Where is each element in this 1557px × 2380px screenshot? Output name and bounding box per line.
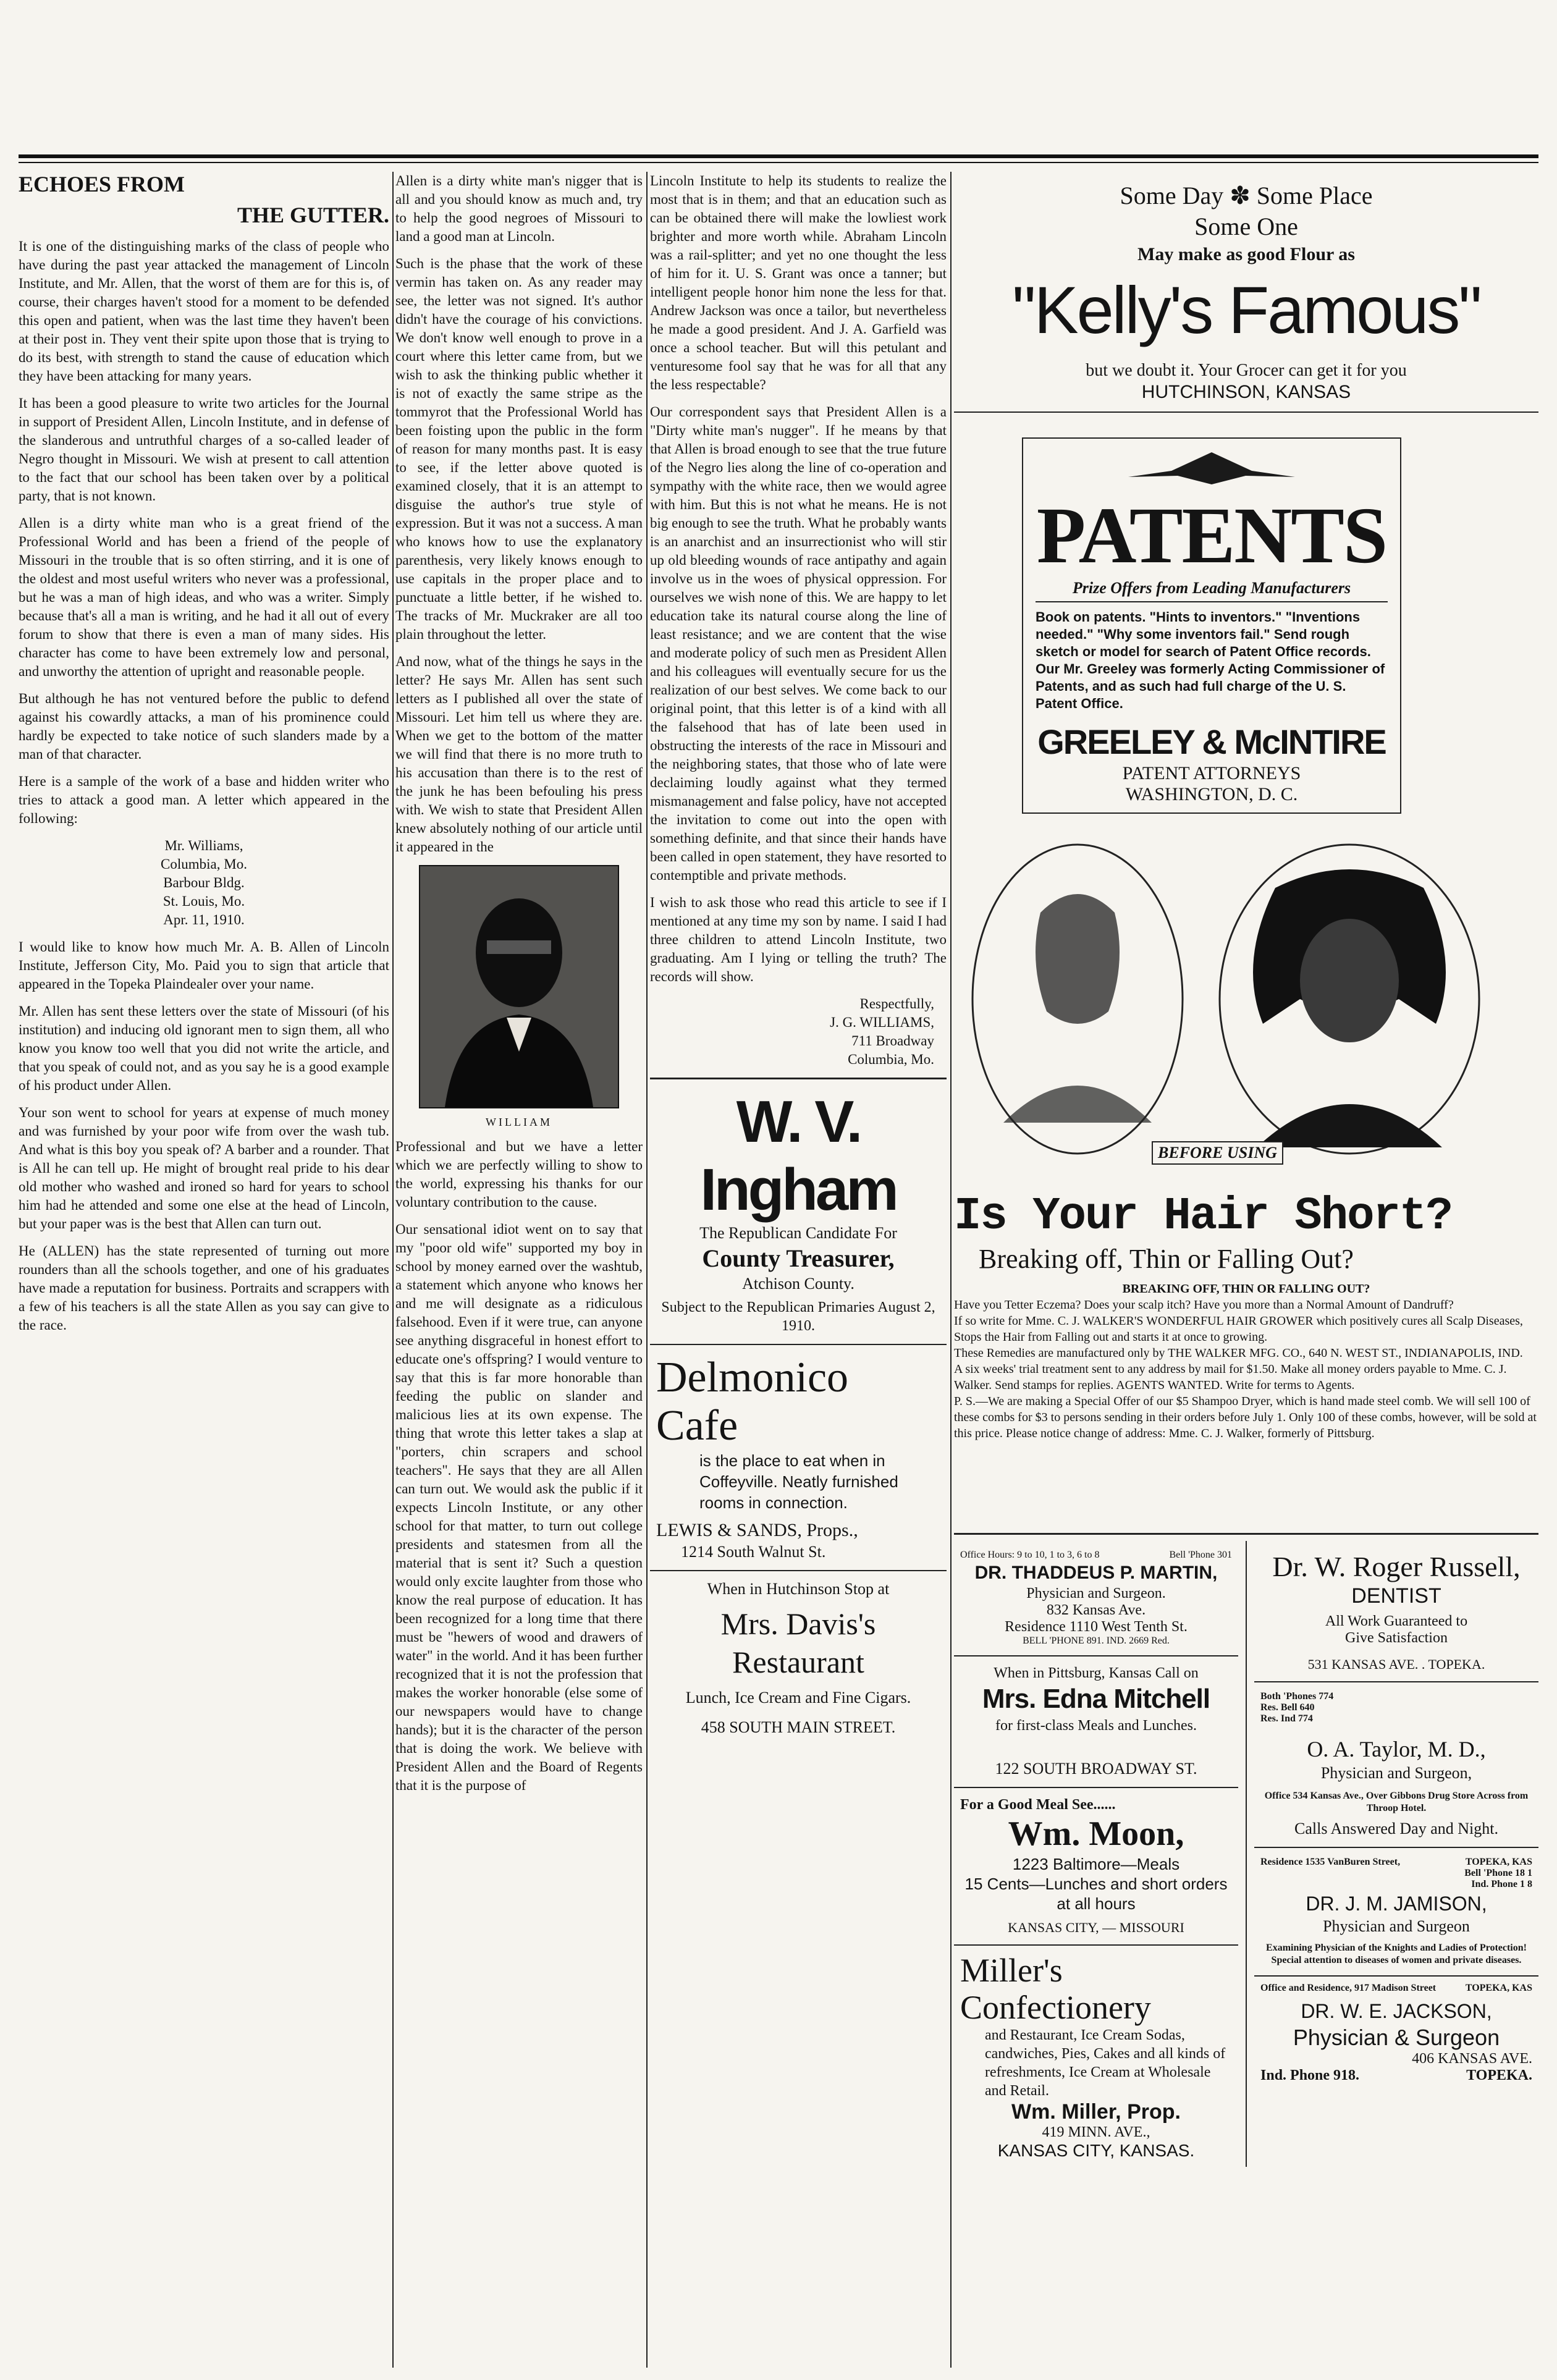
ad-line: Office and Residence, 917 Madison Street <box>1260 1983 1437 1993</box>
ad-headline: Is Your Hair Short? <box>954 1191 1452 1243</box>
ad-text: These Remedies are manufactured only by THE WALKER MFG. CO., 640 N. WEST ST., INDIANAPOLIS, IND. <box>954 1346 1523 1360</box>
masthead-rule <box>19 154 1538 158</box>
article-paragraph: Lincoln Institute to help its students to realize the most that is in them; and that an education such as can be obtained there will make the lowliest work brighter and more worth while. Abraham Lincoln was a rail-splitter; and yet no one thought the less of him for it. U. S. Grant was once a tanner; but intelligent people honor him none the less for that. Andrew Jackson was once a tailor, but nevertheless he made a good president. And J. A. Garfield was once a school teacher. But will this petulant and venturesome fool say that he was for all that any the less respectable? <box>650 173 947 392</box>
before-using-label: BEFORE USING <box>1152 1141 1283 1165</box>
ad-name: Wm. Moon, <box>1008 1815 1184 1853</box>
article-paragraph: Such is the phase that the work of these vermin has taken on. As any reader may see, the letter was not signed. It's author didn't have the courage of his convictions. We don't know well enough to prove in a court where this letter came from, but we wish to ask the thinking public whether it is not of exactly the same stripe as the tommyrot that the Professional World has been foisting upon the public in the form of reason for many months past. It is easy to see, if the letter above quoted is examined closely, that it is an attempt to disguise the author's true style of expression. But it was not a success. A man who knows how to use the explanatory parenthesis, very likely knows enough to use capitals in the proper place and to punctuate a little better, if he wished to. The tracks of Mr. Muckraker are all too plain throughout the letter. <box>395 256 643 642</box>
ad-name: Delmonico <box>656 1354 849 1401</box>
ad-line: Ind. Phone 918. <box>1260 2067 1360 2083</box>
ad-text: A six weeks' trial treatment sent to any address by mail for $1.50. Make all money orders payable to Mme. C. J. Walker. Send stamps for replies. AGENTS WANTED. Write for terms to Agents. <box>954 1362 1507 1392</box>
letter-signoff <box>650 995 947 1069</box>
signature: J. G. WILLIAMS, <box>830 1015 934 1030</box>
ad-name: DR. THADDEUS P. MARTIN, <box>974 1563 1218 1583</box>
ad-line: PATENT ATTORNEYS <box>1122 763 1301 783</box>
ad-text: BREAKING OFF, THIN OR FALLING OUT? <box>1122 1282 1370 1296</box>
ad-line: KANSAS CITY, KANSAS. <box>997 2141 1195 2160</box>
ad-line: LEWIS & SANDS, Props., <box>656 1520 858 1540</box>
column-3 <box>650 172 947 2365</box>
ad-text: 15 Cents—Lunches and short orders at all hours <box>964 1875 1228 1913</box>
ad-martin <box>954 1541 1238 1656</box>
article-paragraph: It is one of the distinguishing marks of the class of people who have during the past year attacked the management of Lincoln Institute, and Mr. Allen, that the worst of them are for this is, of course, their charges haven't stood for a moment to be defended this open and patient, when was the last time they haven't been at their post in. They vent their spite upon those that is trying to do its best, with strength to stand the cause of education which they have been attacking for many years. <box>19 238 389 384</box>
ad-line: Subject to the Republican Primaries August 2, 1910. <box>661 1299 935 1334</box>
article-headline-2: THE GUTTER. <box>237 203 389 227</box>
ad-ingham <box>650 1079 947 1345</box>
address-line: 711 Broadway <box>851 1033 934 1049</box>
ad-line: Examining Physician of the Knights and Ladies of Protection! <box>1266 1943 1527 1953</box>
ad-line: Bell 'Phone 18 1 Ind. Phone 1 8 <box>1464 1868 1532 1889</box>
ad-line: Physician and Surgeon, <box>1320 1764 1472 1782</box>
ad-line: Both 'Phones 774 Res. Bell 640 Res. Ind 774 <box>1260 1691 1334 1724</box>
article-paragraph: Our sensational idiot went on to say that my "poor old wife" supported my boy in school by money earned over the washtub, a statement which anyone who knows her and me will designate as a ridiculous falsehood. Even if it were true, can anyone see anything disgraceful in honest effort to educate one's offspring? I would venture to say that this is far more honorable than feeding the public on slander and malicious lies at its own expense. The thing that wrote this letter takes a slap at "porters, chin scrapers and school teachers". He says that they are all Allen can turn out. We would ask the public if it expects Lincoln Institute, or any other school for that matter, to turn out college presidents and statesmen from all the material that is sent it? Such a question would only excite laughter from those who know the real purpose of education. It has been recognized for a long time that there must be "hewers of wood and drawers of water" in the world. And it has been further recognized that it is not the profession that makes the worker honorable (else some of our newspapers would have to change hands); but it is the character of the person that is doing the work. We believe with President Allen and the Board of Regents that it is the purpose of <box>395 1222 643 1793</box>
ad-line: Special attention to diseases of women and private diseases. <box>1271 1955 1522 1965</box>
ad-jamison <box>1254 1848 1538 1977</box>
portrait-man-image <box>420 866 618 1107</box>
ad-line: All Work Guaranteed to <box>1325 1613 1468 1629</box>
ad-line: Some Day ✽ Some Place <box>1120 182 1373 209</box>
ad-delmonico <box>650 1345 947 1571</box>
address-line: Columbia, Mo. <box>848 1052 934 1067</box>
masthead-rule-thin <box>19 162 1538 163</box>
ad-taylor <box>1254 1682 1538 1848</box>
ad-line: 1214 South Walnut St. <box>681 1543 826 1561</box>
ad-line: 531 KANSAS AVE. . TOPEKA. <box>1307 1656 1485 1672</box>
article-paragraph: I wish to ask those who read this article to see if I mentioned at any time my son by name. I said I had three children to attend Lincoln Institute, two graduating. Am I lying or telling the truth? The records will show. <box>650 895 947 984</box>
ad-line: BELL 'PHONE 891. IND. 2669 Red. <box>1023 1635 1170 1646</box>
ad-text: Have you Tetter Eczema? Does your scalp itch? Have you more than a Normal Amount of Dandruff? <box>954 1298 1454 1312</box>
portrait-photo <box>419 865 619 1108</box>
ad-line: 419 MINN. AVE., <box>1042 2124 1150 2140</box>
ad-line: Residence 1535 VanBuren Street, <box>1260 1857 1401 1867</box>
letter-address: Mr. Williams, Columbia, Mo. Barbour Bldg. St. Louis, Mo. Apr. 11, 1910. <box>161 838 247 927</box>
article-paragraph: Here is a sample of the work of a base and hidden writer who tries to attack a good man. A letter which appeared in the following: <box>19 774 389 826</box>
ad-subheadline: Breaking off, Thin or Falling Out? <box>979 1244 1354 1274</box>
closing: Respectfully, <box>859 996 934 1011</box>
article-paragraph: It has been a good pleasure to write two articles for the Journal in support of President Allen, Lincoln Institute, and in defense of the slanderous and untruthful charges of a so-called leader of Negro thought in Missouri. We wish at present to call attention to the fact that our school has been taken over by a political party, that is not known. <box>19 395 389 504</box>
ad-line: Calls Answered Day and Night. <box>1294 1820 1498 1838</box>
ad-mitchell <box>954 1656 1238 1788</box>
eagle-icon <box>1048 446 1375 489</box>
ad-line: Bell 'Phone 301 <box>1169 1550 1232 1560</box>
ad-line: County Treasurer, <box>702 1244 895 1272</box>
ad-name: Mrs. Edna Mitchell <box>982 1684 1210 1714</box>
ad-walker <box>954 838 1538 1518</box>
ad-text: is the place to eat when in Coffeyville. Neatly furnished rooms in connection. <box>699 1451 898 1512</box>
ad-name: DR. J. M. JAMISON, <box>1306 1893 1487 1915</box>
ad-line: WASHINGTON, D. C. <box>1125 784 1298 804</box>
ad-line: 406 KANSAS AVE. <box>1412 2051 1532 2067</box>
ad-name: Miller's <box>960 1952 1063 1989</box>
article-paragraph: Allen is a dirty white man who is a great friend of the Professional World and has been a friend of the people of Missouri in the trouble that is so often stirring, and it is one of the oldest and most useful writers who never was a professional, but he was a man of high ideas, and who was a writer. Simply because that's all a man is writing, and he had it all out of every forum to show that there is even a man of many sides. His character has come to have been extremely low and personal, and unworthy the attention of upright and reasonable people. <box>19 515 389 679</box>
column-rule <box>392 172 394 2368</box>
ad-line: May make as good Flour as <box>1137 244 1355 264</box>
ad-line: TOPEKA, KAS <box>1465 1857 1532 1867</box>
ad-line: Physician and Surgeon. <box>1026 1585 1166 1601</box>
ad-moon <box>954 1788 1238 1946</box>
photo-caption: WILLIAM <box>486 1116 552 1128</box>
ad-line: Wm. Miller, Prop. <box>1011 2100 1181 2124</box>
ad-patents <box>1022 437 1401 814</box>
ad-jackson <box>1254 1977 1538 2090</box>
column-rule <box>646 172 648 2368</box>
ad-title: PATENTS <box>1036 491 1387 580</box>
article-paragraph: Allen is a dirty white man's nigger that is all and you should know as much and, try to help the good negroes of Missouri to land a good man at Lincoln. <box>395 173 643 244</box>
ad-line: Residence 1110 West Tenth St. <box>1005 1619 1188 1635</box>
ad-line: Physician and Surgeon <box>1323 1917 1470 1935</box>
column-2 <box>395 172 643 2365</box>
ad-line: KANSAS CITY, — MISSOURI <box>1008 1920 1184 1935</box>
ad-line: When in Hutchinson Stop at <box>707 1580 890 1598</box>
ad-name: W. V. Ingham <box>700 1089 897 1223</box>
hair-portraits-image <box>966 838 1522 1184</box>
ad-line: 1223 Baltimore—Meals <box>1012 1855 1180 1873</box>
article-paragraph: Your son went to school for years at expense of much money and was furnished by your poor wife from over the wash tub. And what is this boy you speak of? A barber and a rounder. That is All he can tell up. He might of brought real pride to his dear old mother who washed and ironed so hard for years to school him had he attended and some one else at the head of Lincoln, but your paper was is the best that Allen can turn out. <box>19 1105 389 1231</box>
card-column-left <box>954 1541 1247 2167</box>
ad-text: P. S.—We are making a Special Offer of our $5 Shampoo Dryer, which is hand made steel comb. We will sell 100 of these combs for $3 to persons sending in their orders before July 1. Only 100 of these combs, however, will be sold at this price. Please notice change of address: Mme. C. J. Walker, formerly of Pittsburg. <box>954 1395 1537 1440</box>
ad-line: For a Good Meal See...... <box>960 1797 1116 1813</box>
ad-text: and Restaurant, Ice Cream Sodas, candwiches, Pies, Cakes and all kinds of refreshments, Ice Cream at Wholesale and Retail. <box>985 2027 1226 2099</box>
ad-name: O. A. Taylor, M. D., <box>1307 1737 1486 1762</box>
card-column-right <box>1254 1541 1538 2167</box>
ad-line: TOPEKA. <box>1466 2067 1532 2083</box>
ad-russell <box>1254 1541 1538 1682</box>
ad-line: 122 SOUTH BROADWAY ST. <box>995 1760 1197 1778</box>
ad-text: Book on patents. "Hints to inventors." "Inventions needed." "Why some inventors fail." Send rough sketch or model for search of Patent Office records. Our Mr. Greeley was formerly Acting Commissioner of Patents, and as such had full charge of the U. S. Patent Office. <box>1036 609 1385 711</box>
ad-line: Office 534 Kansas Ave., Over Gibbons Drug Store Across from Throop Hotel. <box>1264 1791 1529 1813</box>
ad-millers <box>954 1946 1238 2167</box>
card-grid <box>954 1541 1538 2167</box>
ad-line: Physician & Surgeon <box>1293 2025 1500 2050</box>
ad-name: Restaurant <box>732 1645 864 1679</box>
ad-brand: "Kelly's Famous" <box>1012 272 1480 347</box>
ad-name: Confectionery <box>960 1989 1151 2026</box>
ad-line: but we doubt it. Your Grocer can get it for you <box>1086 361 1407 380</box>
article-paragraph: Professional and but we have a letter which we are perfectly willing to show to the world, expressing his thanks for our voluntary contribution to the cause. <box>395 1139 643 1210</box>
ad-line: TOPEKA, KAS <box>1465 1983 1532 1993</box>
article-paragraph: Our correspondent says that President Allen is a "Dirty white man's nugger". If he means by that that Allen is broad enough to see that the true future of the Negro lies along the line of co-operation and sympathy with the white race, then we would agree with him. But this is not what he means. He is not big enough to see the truth. What he probably wants is an anarchist and an insurrectionist who will stir up old bleeding wounds of race antipathy and again involve us in the woes of physical oppression. For ourselves we wish none of this. We are happy to let education take its natural course along the line of least resistance; and we are content that the wise and moderate policy of such men as President Allen and his colleagues will eventually secure for us the realization of our best selves. We come back to our original point, that this letter is of a kind with all the falsehood that has of late been used in obstructing the interests of the race in Missouri and the neighboring states, that those who of late were declaiming loudly against what they termed mismanagement and false policy, have not accepted the invitation to come out into the open with something definite, and that since their hands have been called in open statement, they have resorted to contemptible and private methods. <box>650 404 947 883</box>
article-paragraph: I would like to know how much Mr. A. B. Allen of Lincoln Institute, Jefferson City, Mo. Paid you to sign that article that appeared in the Topeka Plaindealer over your name. <box>19 939 389 992</box>
column-4 <box>954 172 1538 2365</box>
ad-line: Some One <box>1194 213 1298 240</box>
article-headline-1: ECHOES FROM <box>19 172 185 196</box>
ad-name: Dr. W. Roger Russell, <box>1272 1551 1521 1582</box>
ad-line: Office Hours: 9 to 10, 1 to 3, 6 to 8 <box>960 1550 1100 1560</box>
ad-line: HUTCHINSON, KANSAS <box>1141 382 1351 402</box>
ad-line: DENTIST <box>1351 1584 1441 1608</box>
ad-line: When in Pittsburg, Kansas Call on <box>994 1665 1199 1681</box>
ad-text: Lunch, Ice Cream and Fine Cigars. <box>685 1689 911 1707</box>
ad-text: for first-class Meals and Lunches. <box>995 1718 1197 1734</box>
article-paragraph: And now, what of the things he says in the letter? He says Mr. Allen has sent such letters as I published all over the state of Missouri. Let him tell us where they are. When we get to the bottom of the matter we will find that there is no more truth to his accusation than there is to the rest of the junk he has been befouling his press with. We wish to state that President Allen knew absolutely nothing of our article until it appeared in the <box>395 654 643 855</box>
ad-name: Mrs. Davis's <box>720 1606 876 1641</box>
article-paragraph: Mr. Allen has sent these letters over the state of Missouri (of his institution) and inducing old ignorant men to sign them, all who know you know too well that you did not write the article, and that you speak of could not, and as you say he is a good example of his product under Allen. <box>19 1003 389 1093</box>
article-paragraph: He (ALLEN) has the state represented of turning out more rounders than all the schools together, and one of his graduates have made a reputation for business. Portraits and scrappers with a few of his teachers is all the state Allen as you say can give to the race. <box>19 1243 389 1333</box>
ad-line: Atchison County. <box>742 1275 854 1293</box>
ad-line: Give Satisfaction <box>1345 1630 1448 1646</box>
column-rule <box>950 172 952 2368</box>
ad-line: Prize Offers from Leading Manufacturers <box>1036 579 1388 602</box>
ad-davis <box>650 1571 947 1745</box>
ad-kelly <box>954 172 1538 413</box>
ad-name: DR. W. E. JACKSON, <box>1301 2000 1492 2022</box>
ad-name: Cafe <box>656 1402 738 1450</box>
ad-text: If so write for Mme. C. J. WALKER'S WONDERFUL HAIR GROWER which positively cures all Scalp Diseases, Stops the Hair from Falling out and starts it at once to growing. <box>954 1314 1523 1344</box>
article-paragraph: But although he has not ventured before the public to defend against his cowardly attacks, a man of his prominence could hardly be expected to take notice of such slanders made by a man of that character. <box>19 691 389 762</box>
ad-firm: GREELEY & McINTIRE <box>1037 722 1386 761</box>
ad-line: 832 Kansas Ave. <box>1046 1602 1146 1618</box>
column-1 <box>19 172 389 2365</box>
ad-line: 458 SOUTH MAIN STREET. <box>701 1718 896 1736</box>
ad-line: The Republican Candidate For <box>699 1224 897 1242</box>
